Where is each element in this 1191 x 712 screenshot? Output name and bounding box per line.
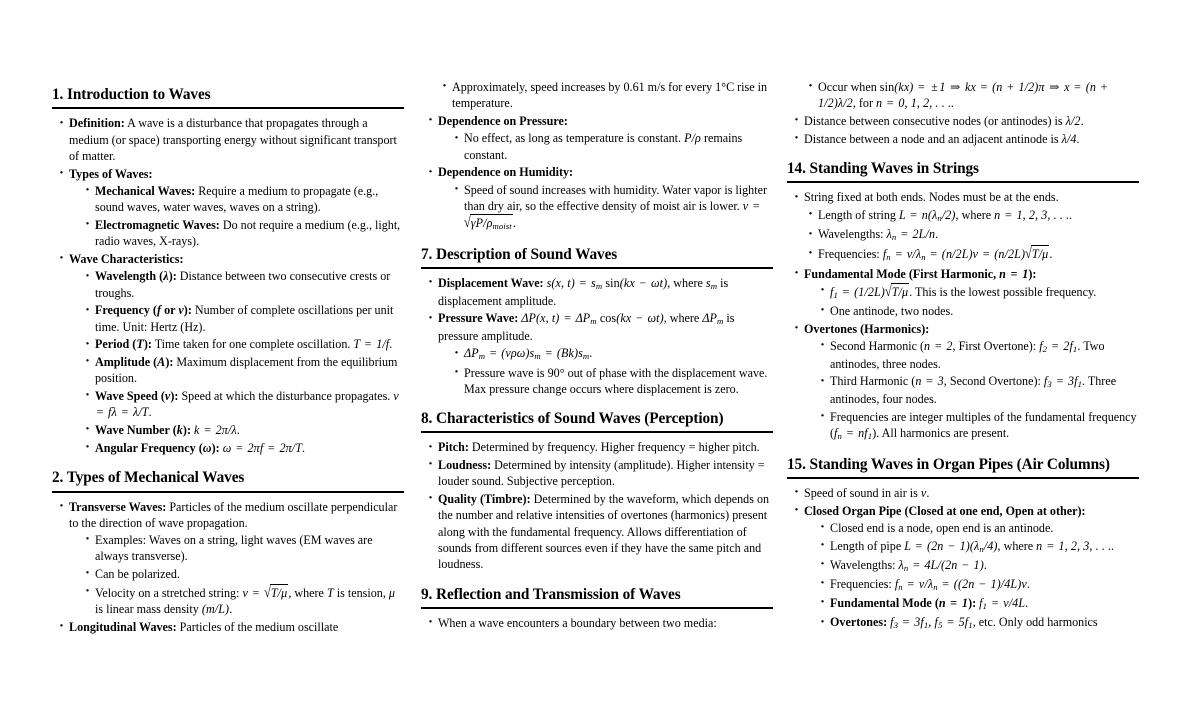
list-item: · Can be polarized. xyxy=(84,566,404,582)
speed-symbol: v xyxy=(920,485,927,500)
list-item: · Wavelengths: $\lambda_n = 2L/n$. xyxy=(807,226,1139,244)
displacement-wave-formula: s(x, $t) = s_m$ sin(kx − ωt) xyxy=(546,276,668,291)
list-item: · Second Harmonic (n = 2, First Overtone): $f_2 = 2f_1$. Two antinodes, three nodes. xyxy=(819,338,1139,372)
string-properties-list xyxy=(807,207,1139,264)
list-item: · Frequencies: $f_n = v/\lambda_n = ((2n - 1)/4L)v$. xyxy=(819,576,1139,594)
dependence-on-humidity-label: Dependence on Humidity: xyxy=(438,165,574,180)
list-item xyxy=(84,217,404,250)
list-item xyxy=(426,439,773,455)
list-item: · Third Harmonic (n = 3, Second Overtone): $f_3 = 3f_1$. Three antinodes, four nodes. xyxy=(819,373,1139,407)
quality-timbre-label: Quality (Timbre): xyxy=(438,492,531,507)
pressure-post: remains constant. xyxy=(464,131,743,162)
section-1-title: 1. Introduction to Waves xyxy=(52,86,211,103)
section-15-list xyxy=(792,485,1139,632)
harmonic-series-formula: $f_n = nf_1$ xyxy=(834,426,873,441)
pressure-wave-list xyxy=(453,345,773,397)
section-9-rule xyxy=(421,607,773,609)
longitudinal-waves-text: Particles of the medium oscillate xyxy=(176,619,339,634)
section-8-list xyxy=(426,439,773,572)
fundamental-mode-post: ): xyxy=(1028,266,1037,281)
string-wavelengths-pre: Wavelengths: xyxy=(818,227,887,242)
column-1 xyxy=(52,0,404,712)
fundamental-frequency-post: . This is the lowest possible frequency. xyxy=(909,284,1097,299)
list-item xyxy=(792,321,1139,443)
string-velocity-pre: Velocity on a stretched string: xyxy=(95,585,243,600)
list-item: · Speed of sound increases with humidity. Water vapor is lighter than dry air, so the effective density of moist air is lower. $v = √\gamma P/\rho_{moist}$. xyxy=(453,182,773,233)
list-item: · Wave Speed (v): Speed at which the disturbance propagates. v = fλ = λ/T. xyxy=(84,388,404,421)
list-item xyxy=(819,283,1139,302)
antinode-pre: Occur when xyxy=(818,80,880,94)
loudness-label: Loudness: xyxy=(438,458,492,473)
wave-characteristics-label: Wave Characteristics: xyxy=(69,251,184,266)
pipe-overtones-formula: $f_3 = 3f_1$, $f_5 = 5f_1$ xyxy=(890,615,973,631)
mechanical-waves-label: Mechanical Waves: xyxy=(95,183,196,198)
integer-multiples-post: ). All harmonics are present. xyxy=(872,426,1010,441)
list-item xyxy=(57,251,404,456)
overtones-harmonics-label: Overtones (Harmonics): xyxy=(804,321,930,336)
lambda-symbol: λ xyxy=(163,269,169,284)
section-standing-waves-in-strings xyxy=(787,160,1139,443)
definition-label: Definition: xyxy=(69,116,125,131)
string-frequencies-formula: $f_n = v/\lambda_n = (n/2L)v = (n/2L)√T/\mu$ xyxy=(882,245,1049,263)
fundamental-frequency-formula: $f_1 = (1/2L)√T/\mu$ xyxy=(830,282,909,300)
pipe-length-pre: Length of pipe xyxy=(830,538,905,553)
node-antinode-distance-formula: λ/4 xyxy=(1061,131,1077,146)
list-item: · When a wave encounters a boundary between two media: xyxy=(426,615,773,631)
list-item: · Length of string $L = n(\lambda_n/2)$, where n = 1, 2, 3, . . .. xyxy=(807,207,1139,225)
list-item: · Length of pipe $L = (2n - 1)(\lambda_n/4)$, where n = 1, 2, 3, . . .. xyxy=(819,538,1139,556)
section-2-list xyxy=(57,499,404,636)
section-6-list xyxy=(426,79,773,233)
list-item: · Occur when sin(kx) = ± 1 ⇒ kx = (n + 1/2)π ⇒ x = (n + 1/2)λ/2, for n = 0, 1, 2, . . .. xyxy=(807,79,1139,112)
longitudinal-waves-label: Longitudinal Waves: xyxy=(69,619,177,634)
pitch-label: Pitch: xyxy=(438,440,469,455)
third-harmonic-formula: $f_3 = 3f_1$ xyxy=(1043,374,1083,390)
section-13-list xyxy=(792,79,1139,147)
node-antinode-distance-pre: Distance between a node and an adjacent antinode is xyxy=(804,131,1062,146)
list-item xyxy=(819,409,1139,443)
string-velocity-formula: v = √T/μ xyxy=(242,583,288,601)
period-text: Time taken for one complete oscillation. xyxy=(151,337,354,352)
list-item xyxy=(57,499,404,618)
third-harmonic-pre: Third Harmonic ( xyxy=(830,374,916,389)
section-characteristics-of-sound-waves xyxy=(421,410,773,572)
closed-organ-pipe-label: Closed Organ Pipe (Closed at one end, Open at other): xyxy=(804,503,1086,518)
section-standing-waves-in-organ-pipes xyxy=(787,456,1139,632)
list-item: · Approximately, speed increases by 0.61 m/s for every 1°C rise in temperature. xyxy=(441,79,773,112)
frequency-text: Number of complete oscillations per unit time. Unit: Hertz (Hz). xyxy=(95,303,394,334)
list-item xyxy=(426,491,773,572)
section-7-rule xyxy=(421,267,773,269)
electromagnetic-waves-label: Electromagnetic Waves: xyxy=(95,217,220,232)
list-item: · Wave Number (k): k = 2π/λ. xyxy=(84,422,404,438)
column-2 xyxy=(421,0,773,704)
fundamental-mode-pre: Fundamental Mode (First Harmonic, xyxy=(804,266,1000,281)
section-standing-waves-continued xyxy=(787,79,1139,147)
list-item xyxy=(453,130,773,163)
humidity-text: Speed of sound increases with humidity. Water vapor is lighter than dry air, so the effective density of moist air is lower. xyxy=(464,182,767,213)
pipe-overtones-label: Overtones: xyxy=(830,615,888,630)
dependence-on-pressure-label: Dependence on Pressure: xyxy=(438,114,568,129)
list-item xyxy=(426,457,773,490)
section-7-title: 7. Description of Sound Waves xyxy=(421,245,618,263)
pressure-pre: No effect, as long as temperature is constant. xyxy=(464,131,685,146)
node-distance-formula: λ/2 xyxy=(1065,114,1081,129)
closed-pipe-list xyxy=(819,520,1139,632)
list-item: · Distance between a node and an adjacent antinode is λ/4. xyxy=(792,131,1139,147)
node-distance-pre: Distance between consecutive nodes (or antinodes) is xyxy=(804,114,1066,129)
temperature-dependence-list xyxy=(441,79,773,112)
pipe-frequencies-formula: $f_n = v/\lambda_n = ((2n - 1)/4L)v$ xyxy=(894,577,1027,592)
amplitude-label: Amplitude xyxy=(95,355,151,370)
section-types-of-mechanical-waves xyxy=(52,469,404,635)
angular-frequency-label: Angular Frequency xyxy=(95,440,196,455)
amplitude-text: Maximum displacement from the equilibrium position. xyxy=(95,355,398,386)
list-item: · Wavelength (λ): Distance between two consecutive crests or troughs. xyxy=(84,268,404,301)
list-item: · Fundamental Mode (First Harmonic, n = 1): · $f_1 = (1/2L)√T/\mu$. This is the lowest possible frequency. · One antinode, two nodes. xyxy=(792,266,1139,320)
list-item xyxy=(792,503,1139,632)
section-2-title: 2. Types of Mechanical Waves xyxy=(52,469,245,487)
pressure-wave-formula: ΔP(x, $t) = \Delta P_m$ cos(kx − ωt) xyxy=(521,311,664,327)
section-14-title: 14. Standing Waves in Strings xyxy=(787,160,979,178)
transverse-waves-list xyxy=(84,532,404,617)
column-3 xyxy=(787,0,1139,704)
electromagnetic-waves-text: Do not require a medium (e.g., light, radio waves, X-rays). xyxy=(95,217,401,249)
angular-frequency-formula: ω = 2πf = 2π/T xyxy=(222,440,303,455)
section-7-list xyxy=(426,275,773,397)
section-2-rule xyxy=(52,491,404,493)
pitch-text: Determined by frequency. Higher frequency = higher pitch. xyxy=(468,440,760,455)
pressure-wave-post: is pressure amplitude. xyxy=(438,311,735,344)
humidity-dependence-list xyxy=(453,182,773,233)
wavelength-label: Wavelength xyxy=(95,269,157,284)
section-description-of-sound-waves xyxy=(421,246,773,397)
types-of-waves-label: Types of Waves: xyxy=(69,166,153,181)
list-item: · Wavelengths: $\lambda_n = 4L/(2n - 1)$. xyxy=(819,557,1139,575)
list-item xyxy=(57,115,404,164)
speed-of-sound-pre: Speed of sound in air is xyxy=(804,485,921,500)
pipe-fundamental-post: ): xyxy=(968,596,980,611)
pressure-dependence-list xyxy=(453,130,773,163)
section-8-title: 8. Characteristics of Sound Waves (Perception) xyxy=(421,410,724,428)
section-15-rule xyxy=(787,477,1139,479)
section-15-title: 15. Standing Waves in Organ Pipes (Air Columns) xyxy=(787,455,1110,473)
second-harmonic-post: . Two antinodes, three nodes. xyxy=(830,338,1105,371)
pressure-wave-label: Pressure Wave: xyxy=(438,311,519,326)
list-item: · Examples: Waves on a string, light waves (EM waves are always transverse). xyxy=(84,532,404,565)
wave-speed-label: Wave Speed xyxy=(95,389,158,404)
list-item: · String fixed at both ends. Nodes must be at the ends. xyxy=(792,189,1139,205)
pipe-overtones-mid: , etc. Only odd harmonics xyxy=(972,615,1098,630)
list-item: · Angular Frequency (ω): ω = 2πf = 2π/T. xyxy=(84,440,404,456)
list-item: · Velocity on a stretched string: v = √T/μ, where T is tension, μ is linear mass density (m/L). xyxy=(84,584,404,618)
mechanical-waves-text: Require a medium to propagate (e.g., sound waves, water waves, waves on a string). xyxy=(95,183,379,215)
wave-speed-text: Speed at which the disturbance propagates. xyxy=(178,389,394,404)
definition-text: A wave is a disturbance that propagates through a medium (or space) transporting energy without significant transport of matter. xyxy=(69,116,397,163)
section-9-title: 9. Reflection and Transmission of Waves xyxy=(421,585,681,603)
list-item xyxy=(426,113,773,163)
section-9-list xyxy=(426,615,773,631)
antinode-condition-list xyxy=(807,79,1139,112)
second-harmonic-mid: , First Overtone): xyxy=(952,338,1040,353)
list-item: · One antinode, two nodes. xyxy=(819,303,1139,319)
string-wavelengths-formula: $\lambda_n = 2L/n$ xyxy=(886,227,936,243)
third-harmonic-mid: , Second Overtone): xyxy=(943,374,1044,389)
pipe-fundamental-pre: Fundamental Mode ( xyxy=(830,596,939,611)
string-length-mid: , where xyxy=(955,208,995,223)
string-velocity-post: is tension, xyxy=(333,585,389,600)
list-item xyxy=(57,166,404,250)
list-item: · Fundamental Mode (n = 1): $f_1 = v/4L$. xyxy=(819,595,1139,613)
third-harmonic-post: . Three antinodes, four nodes. xyxy=(830,374,1117,406)
quality-timbre-text: Determined by the waveform, which depends on the number and relative intensities of overtones (harmonics) present along with the fundamental frequency. Allows differentiation of sounds from different sources even if they have the same pitch and loudness. xyxy=(438,492,770,572)
section-1-rule xyxy=(52,107,404,109)
wave-number-formula: k = 2π/λ xyxy=(194,423,237,438)
string-velocity-mid: , where xyxy=(288,585,327,600)
section-introduction-to-waves xyxy=(52,86,404,456)
string-length-formula: $L = n(\lambda_n/2)$ xyxy=(898,208,956,224)
list-item: · Amplitude (A): Maximum displacement from the equilibrium position. xyxy=(84,354,404,387)
types-of-waves-list xyxy=(84,183,404,250)
wave-number-label: Wave Number xyxy=(95,423,170,438)
displacement-mid: , where xyxy=(667,276,706,291)
list-item: · Pressure Wave: ΔP(x, $t) = \Delta P_m$ cos(kx − ωt), where $\Delta P_m$ is pressure amplitude. · $\Delta P_m = (v\rho\omega)s_m = (Bk)s_m$. · Pressure wave is 90° out of phase with the displacement wave. Max pressure change occurs where displacement is zero. xyxy=(426,310,773,397)
list-item: · Speed of sound in air is v. xyxy=(792,485,1139,501)
displacement-post: is displacement amplitude. xyxy=(438,276,729,308)
section-14-list xyxy=(792,189,1139,442)
pressure-amplitude-formula: $\Delta P_m = (v\rho\omega)s_m = (Bk)s_m$ xyxy=(464,346,590,362)
pipe-wavelengths-formula: $\lambda_n = 4L/(2n - 1)$ xyxy=(898,557,984,573)
list-item: · $\Delta P_m = (v\rho\omega)s_m = (Bk)s_m$. xyxy=(453,345,773,363)
pipe-frequencies-pre: Frequencies: xyxy=(830,577,895,592)
list-item xyxy=(426,164,773,232)
period-label: Period xyxy=(95,337,130,352)
fundamental-mode-list xyxy=(819,283,1139,319)
section-1-list xyxy=(57,115,404,456)
section-8-rule xyxy=(421,431,773,433)
second-harmonic-pre: Second Harmonic ( xyxy=(830,338,925,353)
list-item xyxy=(84,183,404,216)
list-item: · Frequencies: $f_n = v/\lambda_n = (n/2L)v = (n/2L)√T/\mu$. xyxy=(807,245,1139,264)
moist-air-speed-formula: $v = √\gamma P/\rho_{moist}$ xyxy=(464,198,760,232)
string-length-pre: Length of string xyxy=(818,208,899,223)
frequency-label: Frequency xyxy=(95,303,150,318)
overtones-list xyxy=(819,338,1139,443)
pipe-wavelengths-pre: Wavelengths: xyxy=(830,557,899,572)
list-item xyxy=(57,619,404,635)
wavelength-text: Distance between two consecutive crests or troughs. xyxy=(95,269,391,300)
displacement-wave-label: Displacement Wave: xyxy=(438,276,544,291)
pipe-fundamental-formula: $f_1 = v/4L$ xyxy=(979,596,1026,612)
pressure-density-ratio: P/ρ xyxy=(684,131,701,146)
section-14-rule xyxy=(787,181,1139,183)
list-item xyxy=(819,614,1139,632)
wave-characteristics-list xyxy=(84,268,404,456)
second-harmonic-formula: $f_2 = 2f_1$ xyxy=(1039,338,1078,354)
section-speed-of-sound-continued xyxy=(421,79,773,233)
pressure-wave-mid: , where xyxy=(663,311,703,326)
pipe-length-formula: $L = (2n - 1)(\lambda_n/4)$ xyxy=(904,538,998,554)
transverse-waves-label: Transverse Waves: xyxy=(69,499,167,514)
list-item: · Displacement Wave: s(x, $t) = s_m$ sin(kx − ωt), where $s_m$ is displacement amplitude. xyxy=(426,275,773,309)
transverse-waves-text: Particles of the medium oscillate perpendicular to the direction of wave propagation. xyxy=(69,499,398,530)
wave-speed-formula: v = fλ = λ/T xyxy=(96,389,399,420)
string-velocity-end: is linear mass density xyxy=(95,602,202,617)
loudness-text: Determined by intensity (amplitude). Higher intensity = louder sound. Subjective perception. xyxy=(438,458,765,489)
list-item: · Distance between consecutive nodes (or antinodes) is λ/2. xyxy=(792,113,1139,129)
integer-multiples-pre: Frequencies are integer multiples of the fundamental frequency ( xyxy=(830,409,1137,441)
period-formula: T = 1/f xyxy=(353,337,390,352)
list-item: · Pressure wave is 90° out of phase with the displacement wave. Max pressure change occurs where displacement is zero. xyxy=(453,365,773,398)
list-item: · Frequency (f or ν): Number of complete oscillations per unit time. Unit: Hertz (Hz). xyxy=(84,302,404,335)
pipe-length-mid: , where xyxy=(997,538,1037,553)
antinode-formula: sin(kx) = ± 1 ⇒ kx = (n + 1/2)π ⇒ x = (n + 1/2)λ/2 xyxy=(818,80,1108,111)
list-item: · Closed end is a node, open end is an antinode. xyxy=(819,520,1139,536)
list-item: · Period (T): Time taken for one complete oscillation. T = 1/f. xyxy=(84,336,404,352)
section-reflection-and-transmission xyxy=(421,586,773,632)
string-frequencies-pre: Frequencies: xyxy=(818,247,883,262)
